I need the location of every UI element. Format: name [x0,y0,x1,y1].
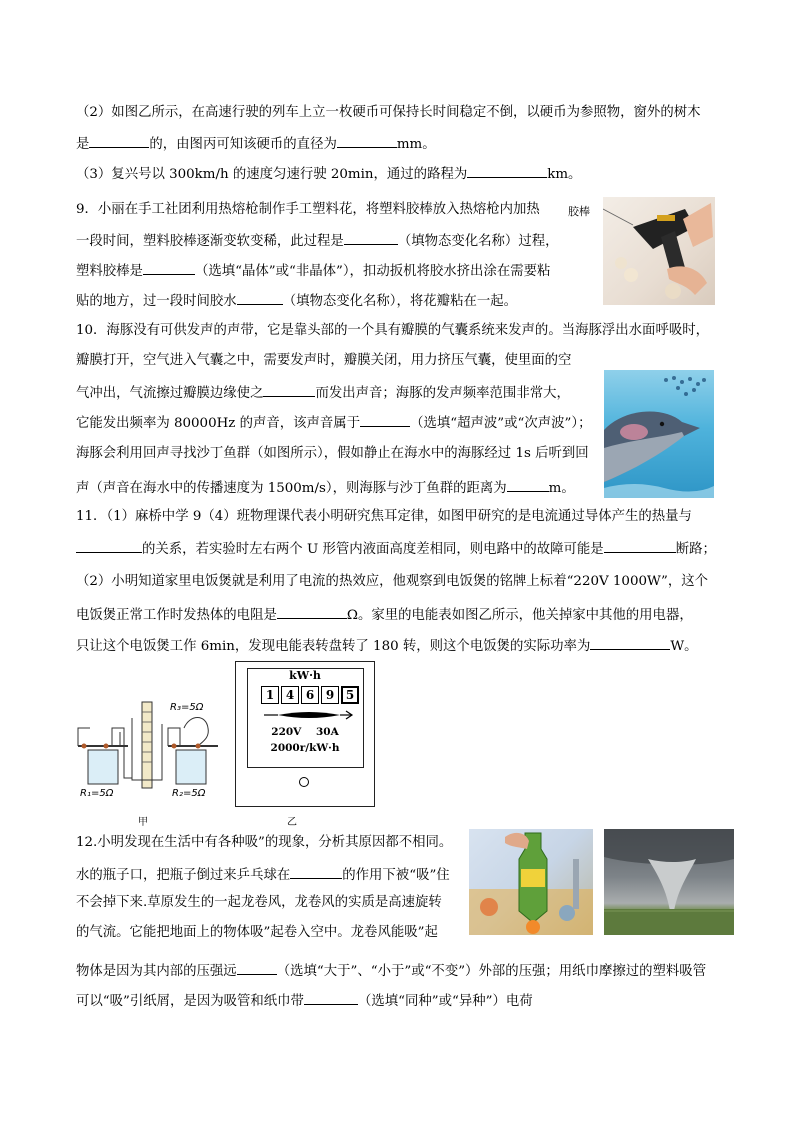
q12-line2 [76,864,450,885]
q8-part2-line1: （2）如图乙所示，在高速行驶的列车上立一枚硬币可保持长时间稳定不倒，以硬币为参照物，窗外的树木 [76,105,701,120]
q10-line1: 10．海豚没有可供发声的声带，它是靠头部的一个具有瓣膜的气囊系统来发声的。当海豚浮出水面呼吸时， [76,323,710,338]
q9-line2 [76,230,559,251]
q12-line3: 不会掉下来.草原发生的一起龙卷风，龙卷风的实质是高速旋转 [76,895,442,910]
tornado-drawing [604,829,734,935]
answer-blank[interactable] [237,290,283,305]
meter-digit: 9 [321,686,339,704]
text: 塑料胶棒是 [76,264,143,279]
q10-line6 [76,477,575,498]
meter-digit: 4 [281,686,299,704]
answer-blank[interactable] [76,538,142,553]
glue-gun-photo [603,197,715,305]
answer-blank[interactable] [304,990,358,1005]
text: 而发出声音；海豚的发声频率范围非常大， [315,386,570,401]
q9-line3 [76,260,550,281]
q10-line5: 海豚会利用回声寻找沙丁鱼群（如图所示），假如静止在海水中的海豚经过 1s 后听到回 [76,446,589,461]
text: 气冲出，气流擦过瓣膜边缘使之 [76,386,264,401]
q12-line5 [76,960,706,981]
joule-experiment-diagram [72,688,222,808]
figure-yi-caption: 乙 [287,817,297,828]
answer-blank[interactable] [344,230,398,245]
q12-line6 [76,990,533,1011]
q12-line4: 的气流。它能把地面上的物体吸”起卷入空中。龙卷风能吸”起 [76,925,438,940]
meter-screw-icon [299,777,309,787]
glue-gun-drawing [603,197,715,305]
meter-digits [261,686,359,704]
text: 电饭煲正常工作时发热体的电阻是 [76,608,277,623]
q11-line2 [76,538,716,559]
q10-line3 [76,382,570,403]
text: 贴的地方，过一段时间胶水 [76,294,237,309]
text: 的作用下被“吸”住 [342,868,450,883]
answer-blank[interactable] [290,864,342,879]
answer-blank[interactable] [263,382,315,397]
text: 可以“吸”引纸屑，是因为吸管和纸巾带 [76,994,304,1009]
text: 的关系，若实验时左右两个 U 形管内液面高度差相同，则电路中的故障可能是 [142,542,604,557]
q11-line1: 11．（1）麻桥中学 9（4）班物理课代表小明研究焦耳定律，如图甲研究的是电流通过导体产生的热量与 [76,509,692,524]
q8-part2-line2 [76,133,436,154]
text: 是 [76,137,90,152]
tornado-photo [604,829,734,935]
answer-blank[interactable] [467,163,547,178]
q9-line1: 9．小丽在手工社团利用热熔枪制作手工塑料花，将塑料胶棒放入热熔枪内加热 [76,202,540,217]
text: 声（声音在海水中的传播速度为 1500m/s），则海豚与沙丁鱼群的距离为 [76,481,507,496]
text: W。 [670,639,698,654]
answer-blank[interactable] [277,604,347,619]
text: 物体是因为其内部的压强远 [76,964,237,979]
text: 一段时间，塑料胶棒逐渐变软变稀，此过程是 [76,234,344,249]
figure-jia-caption: 甲 [138,817,148,828]
text: km。 [547,167,582,182]
text: （选填“大于”、“小于”或“不变”）外部的压强；用纸巾摩擦过的塑料吸管 [276,964,707,979]
text: （选填“超声波”或“次声波”）； [410,416,592,431]
meter-digit: 6 [301,686,319,704]
text: 的，由图丙可知该硬币的直径为 [149,137,337,152]
text: Ω。家里的电能表如图乙所示，他关掉家中其他的用电器， [346,608,693,623]
text: （选填“同种”或“异种”）电荷 [357,994,533,1009]
text: 水的瓶子口，把瓶子倒过来乒乓球在 [76,868,291,883]
q8-part3-line [76,163,581,184]
q11-line4 [76,604,693,625]
q11-line5 [76,635,698,656]
electric-meter-diagram [235,661,375,807]
resistor-r1-label: R₁=5Ω [80,788,114,799]
answer-blank[interactable] [237,960,277,975]
answer-blank[interactable] [590,635,670,650]
text: （3）复兴号以 300km/h 的速度匀速行驶 20min，通过的路程为 [76,167,468,182]
meter-digit-decimal: 5 [341,686,359,704]
answer-blank[interactable] [604,538,676,553]
meter-unit: kW·h [289,669,321,682]
dolphin-drawing [604,370,714,498]
text: 它能发出频率为 80000Hz 的声音，该声音属于 [76,416,361,431]
answer-blank[interactable] [89,133,149,148]
q10-line2: 瓣膜打开，空气进入气囊之中，需要发声时，瓣膜关闭，用力挤压气囊，使里面的空 [76,353,572,368]
text: （选填“晶体”或“非晶体”），扣动扳机将胶水挤出涂在需要粘 [194,264,551,279]
answer-blank[interactable] [360,412,410,427]
text: mm。 [396,137,436,152]
q10-line4 [76,412,591,433]
answer-blank[interactable] [337,133,397,148]
answer-blank[interactable] [143,260,195,275]
bottle-ball-photo [469,829,593,935]
meter-disc-arrow [264,709,354,721]
bottle-ball-drawing [469,829,593,935]
text: 断路； [675,542,716,557]
meter-rating: 220V 30A [271,726,339,738]
resistor-r2-label: R₂=5Ω [172,788,206,799]
text: （填物态变化名称）过程， [397,234,559,249]
resistor-r3-label: R₃=5Ω [170,702,204,713]
dolphin-photo [604,370,714,498]
meter-digit: 1 [261,686,279,704]
text: （填物态变化名称），将花瓣粘在一起。 [282,294,518,309]
meter-revolutions: 2000r/kW·h [270,742,340,754]
q12-line1: 12.小明发现在生活中有各种吸”的现象，分析其原因都不相同。 [76,835,453,850]
q11-line3: （2）小明知道家里电饭煲就是利用了电流的热效应，他观察到电饭煲的铭牌上标着“220V 1000W”，这个 [76,574,709,589]
text: m。 [548,481,575,496]
glue-stick-label: 胶棒 [568,205,590,218]
text: 只让这个电饭煲工作 6min，发现电能表转盘转了 180 转，则这个电饭煲的实际功率为 [76,639,591,654]
q9-line4 [76,290,517,311]
answer-blank[interactable] [507,477,549,492]
